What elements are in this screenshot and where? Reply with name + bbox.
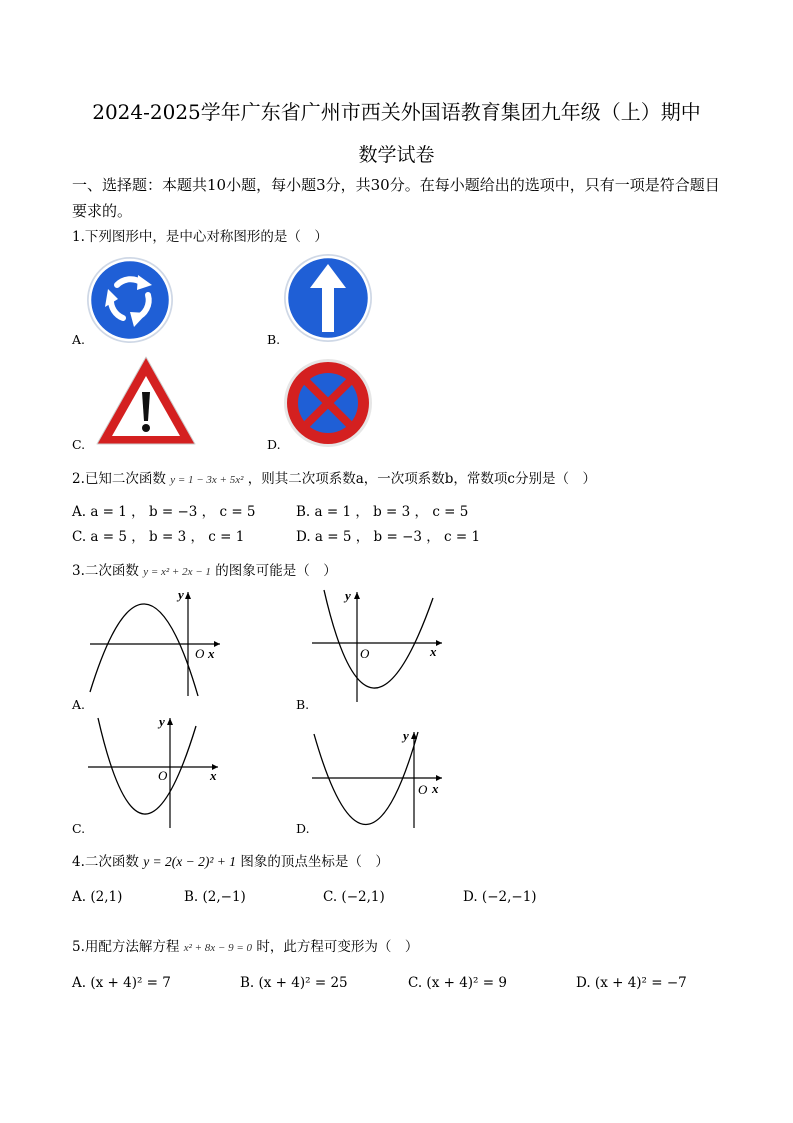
- exam-subtitle: 数学试卷: [358, 144, 435, 166]
- origin-label: O: [418, 782, 428, 797]
- warning-triangle-sign-icon: [94, 354, 198, 448]
- q4-option-a: A. (2,1): [72, 889, 123, 905]
- q2-option-c: C. a = 5 ， b = 3 ， c = 1: [72, 529, 245, 545]
- question-1-stem: 1.下列图形中，是中心对称图形的是（ ）: [72, 229, 328, 245]
- one-way-up-arrow-sign-icon: [282, 252, 374, 344]
- y-axis-label: y: [345, 588, 351, 603]
- q5-stem-suffix: 时，此方程可变形为（ ）: [256, 939, 419, 955]
- q1-option-a-label: A.: [72, 332, 86, 347]
- q3-option-b-label: B.: [296, 697, 310, 712]
- parabola-curve: [98, 718, 196, 814]
- q4-option-d: D. (−2,−1): [463, 889, 537, 905]
- roundabout-sign-icon: [84, 255, 176, 345]
- q2-option-b: B. a = 1 ， b = 3 ， c = 5: [296, 504, 469, 520]
- section-multiple-choice-instructions: 一、选择题：本题共10小题，每小题3分，共30分。在每小题给出的选项中，只有一项是符合题目要求的。: [72, 176, 720, 220]
- y-axis-label: y: [159, 714, 165, 729]
- q5-option-a: A. (x + 4)² = 7: [72, 975, 171, 991]
- q3-option-d-label: D.: [296, 821, 310, 836]
- exam-title: 2024-2025学年广东省广州市西关外国语教育集团九年级（上）期中: [92, 100, 701, 124]
- q3-graph-a: [84, 586, 224, 700]
- q5-option-b: B. (x + 4)² = 25: [240, 975, 348, 991]
- no-stopping-sign-icon: [282, 357, 374, 449]
- question-3-stem: [72, 559, 337, 579]
- y-axis-label: y: [403, 728, 409, 743]
- x-axis-label: x: [430, 644, 437, 659]
- parabola-curve: [324, 590, 433, 688]
- q4-stem-prefix: 4.二次函数: [72, 854, 139, 870]
- q4-stem-suffix: 图象的顶点坐标是（ ）: [240, 854, 389, 870]
- q3-stem-prefix: 3.二次函数: [72, 563, 139, 579]
- q1-option-c-label: C.: [72, 437, 86, 452]
- question-2-stem: [72, 467, 596, 487]
- q2-option-d: D. a = 5 ， b = −3 ， c = 1: [296, 529, 481, 545]
- question-4-stem: [72, 850, 389, 870]
- q4-formula: y = 2(x − 2)² + 1: [143, 854, 237, 869]
- y-axis-label: y: [178, 587, 184, 602]
- q4-option-b: B. (2,−1): [184, 889, 246, 905]
- origin-label: O: [195, 646, 205, 661]
- q4-option-c: C. (−2,1): [323, 889, 385, 905]
- q2-formula: y = 1 − 3x + 5x²: [170, 474, 244, 486]
- q5-option-c: C. (x + 4)² = 9: [408, 975, 507, 991]
- q2-stem-suffix: ，则其二次项系数a，一次项系数b，常数项c分别是（ ）: [247, 471, 596, 487]
- q2-stem-prefix: 2.已知二次函数: [72, 471, 166, 487]
- q3-option-a-label: A.: [72, 697, 86, 712]
- q3-stem-suffix: 的图象可能是（ ）: [215, 563, 337, 579]
- x-axis-label: x: [210, 768, 217, 783]
- q3-graph-b: [308, 586, 448, 704]
- q3-graph-d: [308, 726, 448, 830]
- q5-stem-prefix: 5.用配方法解方程: [72, 939, 180, 955]
- x-axis-label: x: [208, 646, 215, 661]
- q3-graph-c: [84, 712, 224, 830]
- q3-formula: y = x² + 2x − 1: [143, 566, 211, 578]
- q5-option-d: D. (x + 4)² = −7: [576, 975, 687, 991]
- q2-option-a: A. a = 1 ， b = −3 ， c = 5: [72, 504, 256, 520]
- q1-option-d-label: D.: [267, 437, 281, 452]
- question-5-stem: [72, 935, 418, 955]
- origin-label: O: [360, 646, 370, 661]
- q3-option-c-label: C.: [72, 821, 86, 836]
- q5-formula: x² + 8x − 9 = 0: [183, 942, 253, 954]
- parabola-curve: [90, 604, 198, 696]
- x-axis-label: x: [432, 781, 439, 796]
- q1-option-b-label: B.: [267, 332, 281, 347]
- origin-label: O: [158, 768, 168, 783]
